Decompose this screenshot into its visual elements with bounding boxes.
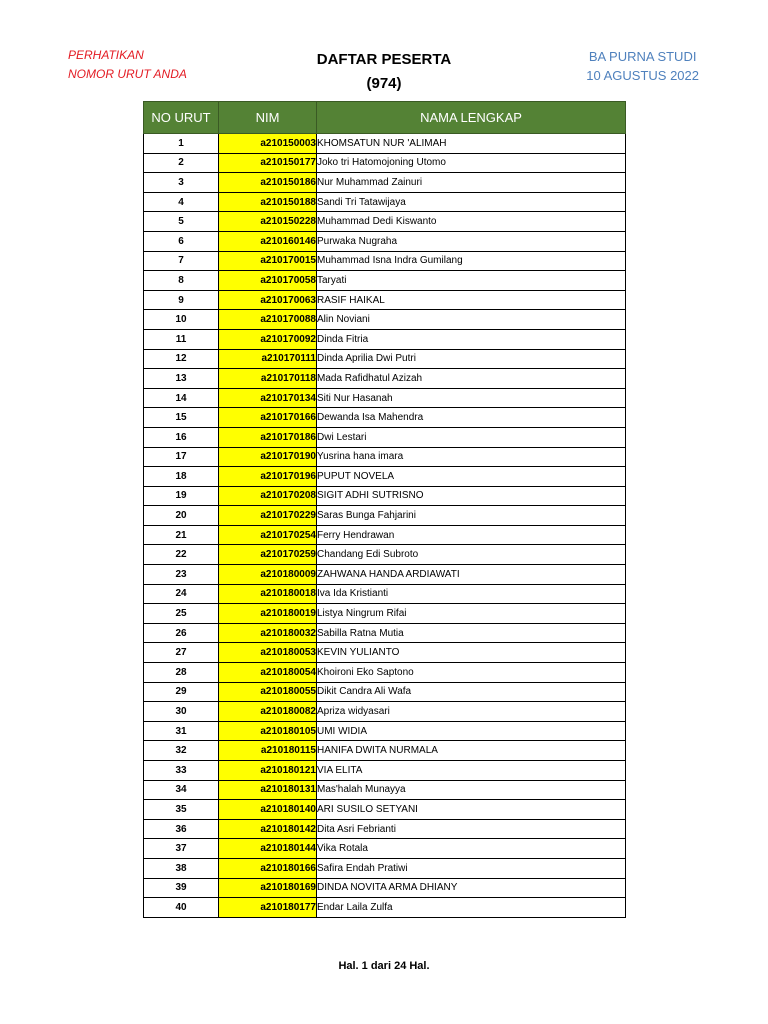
cell-nama: Safira Endah Pratiwi: [317, 858, 626, 878]
table-row: [144, 506, 626, 526]
table-row: [144, 682, 626, 702]
cell-no-urut: 30: [144, 702, 219, 722]
table-row: [144, 134, 626, 154]
cell-no-urut: 17: [144, 447, 219, 467]
cell-nama: Muhammad Dedi Kiswanto: [317, 212, 626, 232]
table-row: [144, 643, 626, 663]
event-line-2: 10 AGUSTUS 2022: [586, 68, 699, 83]
table-row: [144, 761, 626, 781]
cell-no-urut: 13: [144, 369, 219, 389]
cell-nama: Taryati: [317, 271, 626, 291]
cell-nama: Nur Muhammad Zainuri: [317, 173, 626, 193]
cell-nim: a210180054: [219, 663, 317, 683]
table-row: [144, 898, 626, 918]
cell-nama: Yusrina hana imara: [317, 447, 626, 467]
table-row: [144, 663, 626, 683]
cell-nim: a210170254: [219, 525, 317, 545]
table-row: [144, 231, 626, 251]
cell-nim: a210170196: [219, 467, 317, 487]
cell-nim: a210180121: [219, 761, 317, 781]
cell-nama: SIGIT ADHI SUTRISNO: [317, 486, 626, 506]
cell-nim: a210180115: [219, 741, 317, 761]
cell-nama: Muhammad Isna Indra Gumilang: [317, 251, 626, 271]
table-row: [144, 447, 626, 467]
table-row: [144, 271, 626, 291]
cell-no-urut: 33: [144, 761, 219, 781]
cell-nama: ZAHWANA HANDA ARDIAWATI: [317, 565, 626, 585]
table-row: [144, 349, 626, 369]
cell-nama: Joko tri Hatomojoning Utomo: [317, 153, 626, 173]
cell-nim: a210150186: [219, 173, 317, 193]
cell-nim: a210180142: [219, 819, 317, 839]
cell-nama: PUPUT NOVELA: [317, 467, 626, 487]
page-footer: Hal. 1 dari 24 Hal.: [338, 960, 430, 972]
cell-nama: DINDA NOVITA ARMA DHIANY: [317, 878, 626, 898]
cell-nama: UMI WIDIA: [317, 721, 626, 741]
header-no-urut: NO URUT: [144, 102, 219, 134]
title-line-1: DAFTAR PESERTA: [316, 51, 452, 68]
table-row: [144, 800, 626, 820]
cell-nama: Sandi Tri Tatawijaya: [317, 192, 626, 212]
cell-no-urut: 38: [144, 858, 219, 878]
table-row: [144, 878, 626, 898]
cell-nim: a210170118: [219, 369, 317, 389]
table-row: [144, 565, 626, 585]
table-row: [144, 819, 626, 839]
cell-no-urut: 39: [144, 878, 219, 898]
cell-nim: a210180140: [219, 800, 317, 820]
cell-nim: a210170134: [219, 388, 317, 408]
cell-no-urut: 8: [144, 271, 219, 291]
cell-no-urut: 37: [144, 839, 219, 859]
table-row: [144, 839, 626, 859]
table-row: [144, 604, 626, 624]
cell-nim: a210160146: [219, 231, 317, 251]
cell-nama: HANIFA DWITA NURMALA: [317, 741, 626, 761]
cell-nama: Mas'halah Munayya: [317, 780, 626, 800]
table-row: [144, 388, 626, 408]
cell-nama: Dinda Aprilia Dwi Putri: [317, 349, 626, 369]
cell-nama: Mada Rafidhatul Azizah: [317, 369, 626, 389]
table-row: [144, 408, 626, 428]
cell-no-urut: 3: [144, 173, 219, 193]
cell-nama: Siti Nur Hasanah: [317, 388, 626, 408]
cell-no-urut: 6: [144, 231, 219, 251]
cell-nim: a210170063: [219, 290, 317, 310]
cell-nim: a210180166: [219, 858, 317, 878]
cell-nama: Dita Asri Febrianti: [317, 819, 626, 839]
cell-no-urut: 32: [144, 741, 219, 761]
cell-no-urut: 29: [144, 682, 219, 702]
cell-no-urut: 31: [144, 721, 219, 741]
cell-nama: Dewanda Isa Mahendra: [317, 408, 626, 428]
table-row: [144, 467, 626, 487]
cell-nama: Dwi Lestari: [317, 427, 626, 447]
cell-nama: Saras Bunga Fahjarini: [317, 506, 626, 526]
cell-nim: a210180009: [219, 565, 317, 585]
table-row: [144, 702, 626, 722]
cell-no-urut: 2: [144, 153, 219, 173]
title-line-2: (974): [366, 75, 402, 92]
cell-no-urut: 4: [144, 192, 219, 212]
cell-nim: a210170058: [219, 271, 317, 291]
cell-nim: a210150228: [219, 212, 317, 232]
cell-nama: Khoironi Eko Saptono: [317, 663, 626, 683]
cell-nim: a210170190: [219, 447, 317, 467]
cell-no-urut: 1: [144, 134, 219, 154]
cell-nim: a210180177: [219, 898, 317, 918]
table-header-row: [144, 102, 626, 134]
cell-nim: a210180053: [219, 643, 317, 663]
table-row: [144, 623, 626, 643]
table-row: [144, 369, 626, 389]
cell-nama: Iva Ida Kristianti: [317, 584, 626, 604]
cell-nama: KHOMSATUN NUR 'ALIMAH: [317, 134, 626, 154]
cell-no-urut: 24: [144, 584, 219, 604]
cell-no-urut: 34: [144, 780, 219, 800]
cell-nama: VIA ELITA: [317, 761, 626, 781]
table-row: [144, 212, 626, 232]
cell-nama: Listya Ningrum Rifai: [317, 604, 626, 624]
notice-line-2: NOMOR URUT ANDA: [68, 67, 187, 81]
table-row: [144, 192, 626, 212]
table-row: [144, 741, 626, 761]
cell-nim: a210180105: [219, 721, 317, 741]
participant-table: [143, 101, 626, 918]
cell-nama: Chandang Edi Subroto: [317, 545, 626, 565]
event-info: [586, 47, 699, 85]
table-row: [144, 290, 626, 310]
cell-nim: a210150177: [219, 153, 317, 173]
cell-no-urut: 12: [144, 349, 219, 369]
cell-nim: a210150188: [219, 192, 317, 212]
cell-nama: RASIF HAIKAL: [317, 290, 626, 310]
cell-no-urut: 26: [144, 623, 219, 643]
cell-nama: Vika Rotala: [317, 839, 626, 859]
cell-nim: a210170259: [219, 545, 317, 565]
cell-no-urut: 14: [144, 388, 219, 408]
cell-nama: KEVIN YULIANTO: [317, 643, 626, 663]
cell-nim: a210180131: [219, 780, 317, 800]
table-row: [144, 780, 626, 800]
cell-no-urut: 21: [144, 525, 219, 545]
event-line-1: BA PURNA STUDI: [588, 49, 697, 64]
table-row: [144, 486, 626, 506]
table-row: [144, 153, 626, 173]
cell-nim: a210170166: [219, 408, 317, 428]
cell-no-urut: 9: [144, 290, 219, 310]
table-row: [144, 251, 626, 271]
cell-no-urut: 36: [144, 819, 219, 839]
cell-nim: a210170229: [219, 506, 317, 526]
cell-no-urut: 22: [144, 545, 219, 565]
table-row: [144, 329, 626, 349]
table-row: [144, 173, 626, 193]
cell-nim: a210170186: [219, 427, 317, 447]
cell-no-urut: 7: [144, 251, 219, 271]
table-row: [144, 427, 626, 447]
cell-nama: Alin Noviani: [317, 310, 626, 330]
cell-nim: a210180055: [219, 682, 317, 702]
cell-nim: a210150003: [219, 134, 317, 154]
cell-no-urut: 27: [144, 643, 219, 663]
cell-nim: a210180018: [219, 584, 317, 604]
table-row: [144, 545, 626, 565]
table-row: [144, 310, 626, 330]
cell-no-urut: 28: [144, 663, 219, 683]
cell-no-urut: 25: [144, 604, 219, 624]
header-nim: NIM: [219, 102, 317, 134]
cell-nama: Ferry Hendrawan: [317, 525, 626, 545]
cell-nim: a210180032: [219, 623, 317, 643]
cell-no-urut: 23: [144, 565, 219, 585]
cell-no-urut: 5: [144, 212, 219, 232]
cell-nama: Dikit Candra Ali Wafa: [317, 682, 626, 702]
cell-no-urut: 19: [144, 486, 219, 506]
cell-nim: a210180144: [219, 839, 317, 859]
cell-no-urut: 10: [144, 310, 219, 330]
cell-nama: Apriza widyasari: [317, 702, 626, 722]
table-row: [144, 721, 626, 741]
cell-no-urut: 15: [144, 408, 219, 428]
table-row: [144, 525, 626, 545]
cell-nim: a210170092: [219, 329, 317, 349]
cell-no-urut: 11: [144, 329, 219, 349]
cell-no-urut: 18: [144, 467, 219, 487]
cell-nama: Sabilla Ratna Mutia: [317, 623, 626, 643]
cell-nama: ARI SUSILO SETYANI: [317, 800, 626, 820]
table-row: [144, 584, 626, 604]
cell-nama: Dinda Fitria: [317, 329, 626, 349]
notice-line-1: PERHATIKAN: [68, 48, 144, 62]
cell-nim: a210170111: [219, 349, 317, 369]
cell-no-urut: 35: [144, 800, 219, 820]
cell-nim: a210180169: [219, 878, 317, 898]
cell-no-urut: 40: [144, 898, 219, 918]
cell-no-urut: 16: [144, 427, 219, 447]
cell-nama: Purwaka Nugraha: [317, 231, 626, 251]
cell-nim: a210170208: [219, 486, 317, 506]
cell-nim: a210170088: [219, 310, 317, 330]
cell-no-urut: 20: [144, 506, 219, 526]
cell-nama: Endar Laila Zulfa: [317, 898, 626, 918]
cell-nim: a210180019: [219, 604, 317, 624]
table-row: [144, 858, 626, 878]
cell-nim: a210180082: [219, 702, 317, 722]
header-nama-lengkap: NAMA LENGKAP: [317, 102, 626, 134]
cell-nim: a210170015: [219, 251, 317, 271]
